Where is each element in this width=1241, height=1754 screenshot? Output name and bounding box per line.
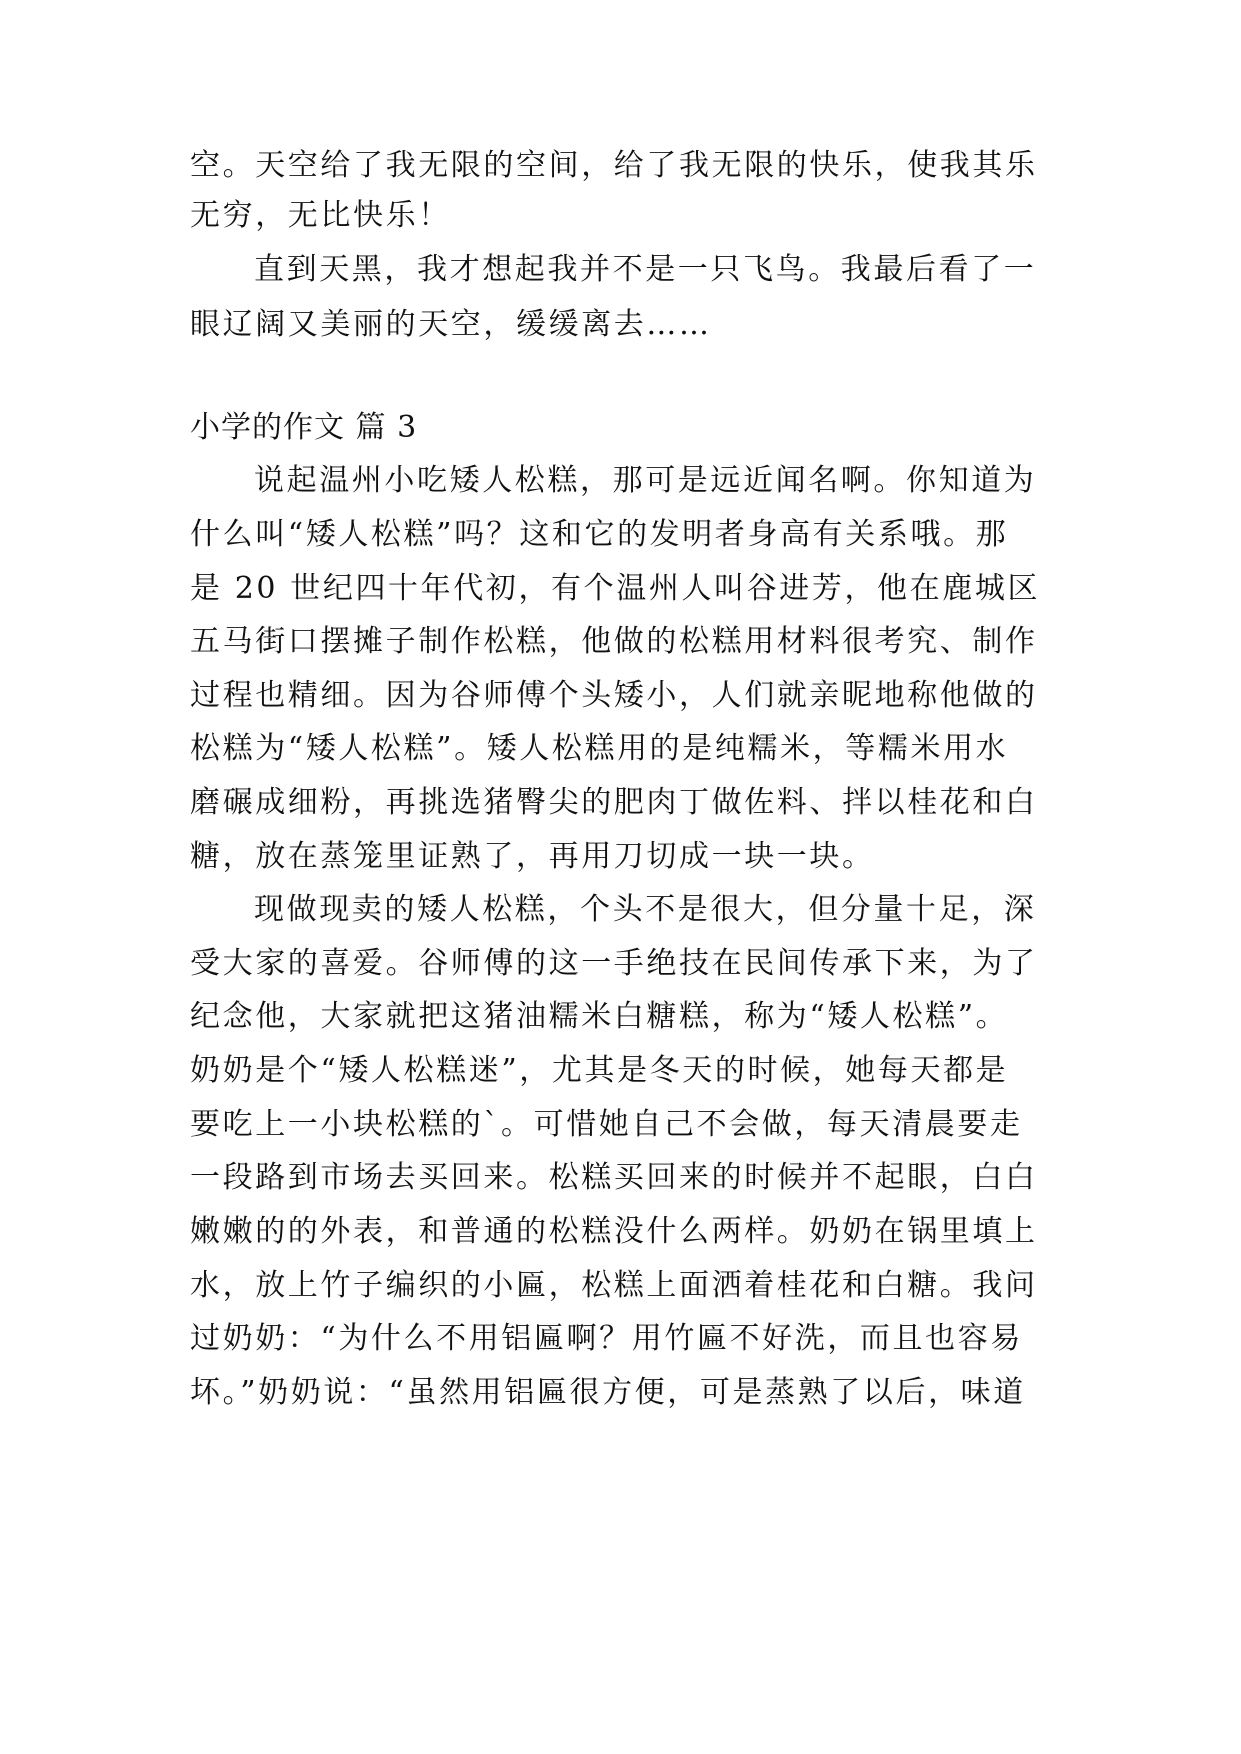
text-line: 松糕为“矮人松糕”。矮人松糕用的是纯糯米，等糯米用水 (190, 731, 1009, 766)
text-line: 空。天空给了我无限的空间，给了我无限的快乐，使我其乐 (190, 148, 1038, 183)
text-line: 坏。”奶奶说：“虽然用铝匾很方便，可是蒸熟了以后，味道 (190, 1375, 1026, 1410)
text-line: 纪念他，大家就把这猪油糯米白糖糕，称为“矮人松糕”。 (190, 999, 1009, 1034)
text-line: 五马街口摆摊子制作松糕，他做的松糕用材料很考究、制作 (190, 624, 1038, 659)
text-line: 磨碾成细粉，再挑选猪臀尖的肥肉丁做佐料、拌以桂花和白 (190, 785, 1038, 820)
text-line: 水，放上竹子编织的小匾，松糕上面洒着桂花和白糖。我问 (190, 1268, 1038, 1303)
text-line: 嫩嫩的的外表，和普通的松糕没什么两样。奶奶在锅里填上 (190, 1214, 1038, 1249)
text-line: 受大家的喜爱。谷师傅的这一手绝技在民间传承下来，为了 (190, 946, 1038, 981)
text-line: 要吃上一小块松糕的`。可惜她自己不会做，每天清晨要走 (190, 1107, 1023, 1142)
text-line: 什么叫“矮人松糕”吗？这和它的发明者身高有关系哦。那 (190, 517, 1009, 552)
paragraph-start-line: 说起温州小吃矮人松糕，那可是远近闻名啊。你知道为 (254, 463, 1037, 498)
text-line: 一段路到市场去买回来。松糕买回来的时候并不起眼，白白 (190, 1160, 1038, 1195)
text-line: 是 20 世纪四十年代初，有个温州人叫谷进芳，他在鹿城区 (190, 571, 1041, 606)
section-heading: 小学的作文 篇 3 (190, 410, 418, 445)
paragraph-start-line: 现做现卖的矮人松糕，个头不是很大，但分量十足，深 (254, 892, 1037, 927)
text-line: 糖，放在蒸笼里证熟了，再用刀切成一块一块。 (190, 839, 875, 874)
text-line: 无穷，无比快乐！ (190, 198, 451, 233)
paragraph-start-line: 直到天黑，我才想起我并不是一只飞鸟。我最后看了一 (254, 252, 1037, 287)
text-line: 过奶奶：“为什么不用铝匾啊？用竹匾不好洗，而且也容易 (190, 1321, 1023, 1356)
text-line: 眼辽阔又美丽的天空，缓缓离去…… (190, 307, 712, 342)
text-line: 奶奶是个“矮人松糕迷”，尤其是冬天的时候，她每天都是 (190, 1053, 1009, 1088)
text-line: 过程也精细。因为谷师傅个头矮小，人们就亲昵地称他做的 (190, 678, 1038, 713)
